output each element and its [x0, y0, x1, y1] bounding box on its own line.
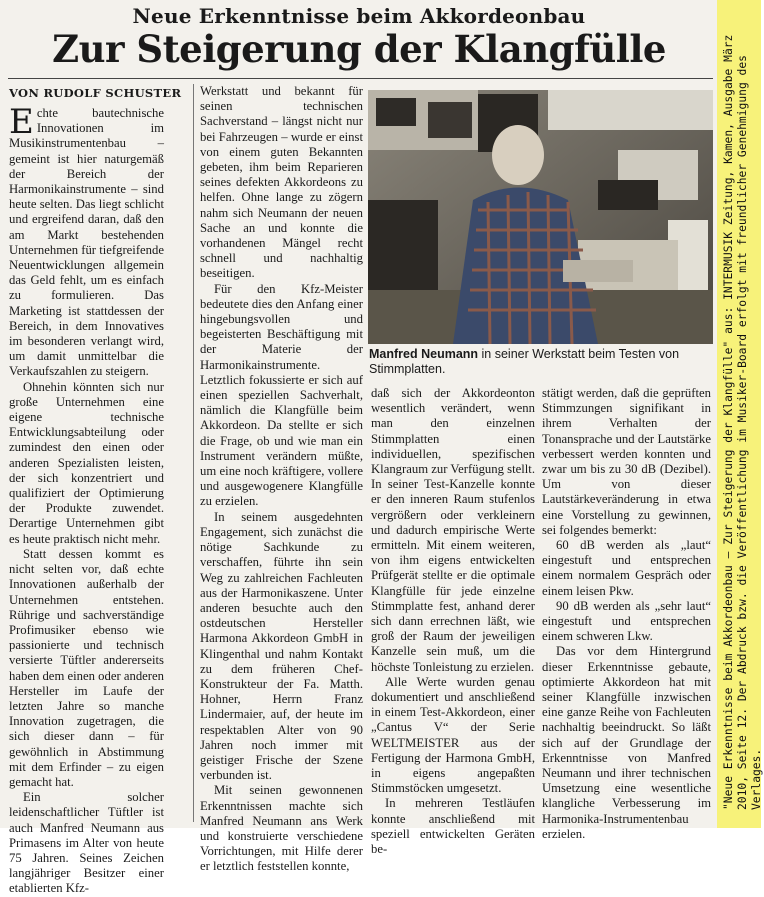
- caption-name: Manfred Neumann: [369, 347, 479, 361]
- paragraph: In seinem ausgedehnten Engagement, sich zunächst die nötige Sachkunde zu verschaffen, führte ihn sein Weg zu zahlreichen Fachleuten aus der Harmonikaszene. Unter anderen besuchte auch den ostdeutschen Hersteller Harmona Akkordeon GmbH in Klingenthal und nahm Kontakt zu dem früheren Chef-Konstrukteur der Fa. Matth. Hohner, Herrn Franz Lindermaier, auf, der heute im respektablen Alter von 90 Jahren noch immer mit geistiger Frische der Szene verbunden ist.: [200, 509, 363, 783]
- column-divider: [193, 84, 194, 822]
- paragraph: 90 dB werden als „sehr laut“ eingestuft und entsprechen einem schweren Lkw.: [542, 598, 711, 644]
- article-byline: VON RUDOLF SCHUSTER: [9, 86, 182, 100]
- source-note: "Neue Erkenntnisse beim Akkordeonbau – Zur Steigerung der Klangfülle" aus: INTERMUSIK Zeitung, Kamen, Ausgabe März 2010, Seite 12. Der Abdruck bzw. die Veröffentlichung im Musiker-Board erfolgt mit freundlicher Genehmigung des Verlages.: [722, 34, 763, 810]
- paragraph: stätigt werden, daß die geprüften Stimmzungen signifikant in ihrem Verhalten der Tonansprache und der Lautstärke verbessert werden konnten und zwar um bis zu 30 dB (Dezibel). Um von dieser Lautstärkeveränderung in etwa eine Vorstellung zu gewinnen, sei folgendes bemerkt:: [542, 386, 711, 537]
- workshop-photo: [368, 90, 713, 344]
- drop-cap: E: [9, 102, 34, 142]
- paragraph: Statt dessen kommt es nicht selten vor, daß echte Innovationen außerhalb der Unternehmen entstehen. Rührige und sachverständige Profimusiker ebenso wie passionierte und technisch versierte Tüftler andererseits haben dem einen oder anderen Hersteller im Laufe der letzten Jahre so manche Innovation zugetragen, die sich dieser dann – für gewöhnlich in Abstimmung mit dem Erfinder – zu eigen gemacht hat.: [9, 546, 164, 789]
- paragraph: 60 dB werden als „laut“ eingestuft und entsprechen einem normalem Gespräch oder einem leisen Pkw.: [542, 538, 711, 598]
- photo-caption: [369, 347, 712, 377]
- headline-rule: [8, 78, 713, 79]
- paragraph: Für den Kfz-Meister bedeutete dies den Anfang einer hingebungsvollen und begeisterten Beschäftigung mit der Materie der Harmonikainstrumente. Letztlich fokussierte er sich auf einen speziellen Sachverhalt, nämlich die Klangfülle beim Akkordeon. Da stellte er sich die Frage, ob und wie man ein Instrument verändern müßte, um eine noch kräftigere, vollere und ausgewogenere Klangfülle zu erzielen.: [200, 281, 363, 509]
- paragraph: Ein solcher leidenschaftlicher Tüftler ist auch Manfred Neumann aus Primasens im Alter von heute 75 Jahren. Seines Zeichen langjähriger Besitzer einer etablierten Kfz-: [9, 790, 164, 896]
- paragraph: chte bautechnische Innovationen im Musikinstrumentenbau – gemeint ist hier naturgemäß der Bereich der Harmonikainstrumente – sind heute selten. Das liegt schlicht und ergreifend daran, daß den am Markt bestehenden Unternehmen für tiefgreifende Neuentwicklungen allgemein das Geld fehlt, um es einfach zu formulieren. Das Marketing ist stattdessen der Bereich, in dem Innovatives im besonderen verlangt wird, um damit unmittelbar die Verkaufszahlen zu steigern.: [9, 106, 164, 379]
- article-column-4: [542, 386, 711, 841]
- caption-text: in seiner Werkstatt beim Testen von Stimmplatten.: [369, 347, 680, 376]
- paragraph: daß sich der Akkordeonton wesentlich verändert, wenn man den einzelnen Stimmplatten einen individuellen, spezifischen Klangraum zur Verfügung stellt. In seiner Test-Kanzelle konnte er den inneren Raum stufenlos vergrößern oder verkleinern und dadurch empirische Werte ermitteln. Mit einem weiteren, von ihm eigens entwickelten Prüfgerät stellte er die optimale Klangfülle für jede einzelne Stimmplatte fest, anhand derer sich dann errechnen läßt, wie groß der Raum der jeweiligen Kanzelle sein muß, um die höchste Tonleistung zu erzielen.: [371, 386, 535, 674]
- paragraph: Das vor dem Hintergrund dieser Erkenntnisse gebaute, optimierte Akkordeon hat mit seiner Klangfülle inzwischen eine ganze Reihe von Fachleuten nachhaltig beeindruckt. So läßt sich auf der Grundlage der Erkenntnisse von Manfred Neumann und ihrer technischen Umsetzung eine wesentliche klangliche Verbesserung im Harmonika-Instrumentenbau erzielen.: [542, 644, 711, 841]
- workshop-photo-graphic: [368, 90, 713, 344]
- article-headline: Zur Steigerung der Klangfülle: [52, 27, 666, 71]
- paragraph: In mehreren Testläufen konnte anschließend mit speziell entwickelten Geräten be-: [371, 796, 535, 857]
- article-kicker: Neue Erkenntnisse beim Akkordeonbau: [132, 4, 586, 28]
- paragraph: Alle Werte wurden genau dokumentiert und anschließend in einem Test-Akkordeon, einer „Cantus V“ der Serie WELTMEISTER aus der Fertigung der Harmona GmbH, in eigens angepaßten Stimmstöcken umgesetzt.: [371, 674, 535, 796]
- paragraph: Ohnehin könnten sich nur große Unternehmen eine eigene technische Entwicklungsabteilung oder zumindest den einen oder anderen Spezialisten leisten, der sich konzentriert und qualifiziert der Optimierung der Produkte zuwendet. Derartige Unternehmen gibt es heute praktisch nicht mehr.: [9, 379, 164, 546]
- article-column-3: [371, 386, 535, 857]
- paragraph: Mit seinen gewonnenen Erkenntnissen machte sich Manfred Neumann ans Werk und konstruierte verschiedene Vorrichtungen, mit Hilfe derer er letztlich feststellen konnte,: [200, 783, 363, 874]
- article-column-2: [200, 84, 363, 874]
- paragraph: Werkstatt und bekannt für seinen technischen Sachverstand – längst nicht nur bei Fahrzeugen – wurde er einst von einem guten Bekannten gebeten, ihm beim Reparieren seines defekten Akkordeons zu helfen. Ohne lange zu zögern nahm sich Neumann der neuen Sache an und konnte die vorhandenen Mängel recht schnell und nachhaltig beseitigen.: [200, 84, 363, 281]
- article-column-1: [9, 102, 164, 896]
